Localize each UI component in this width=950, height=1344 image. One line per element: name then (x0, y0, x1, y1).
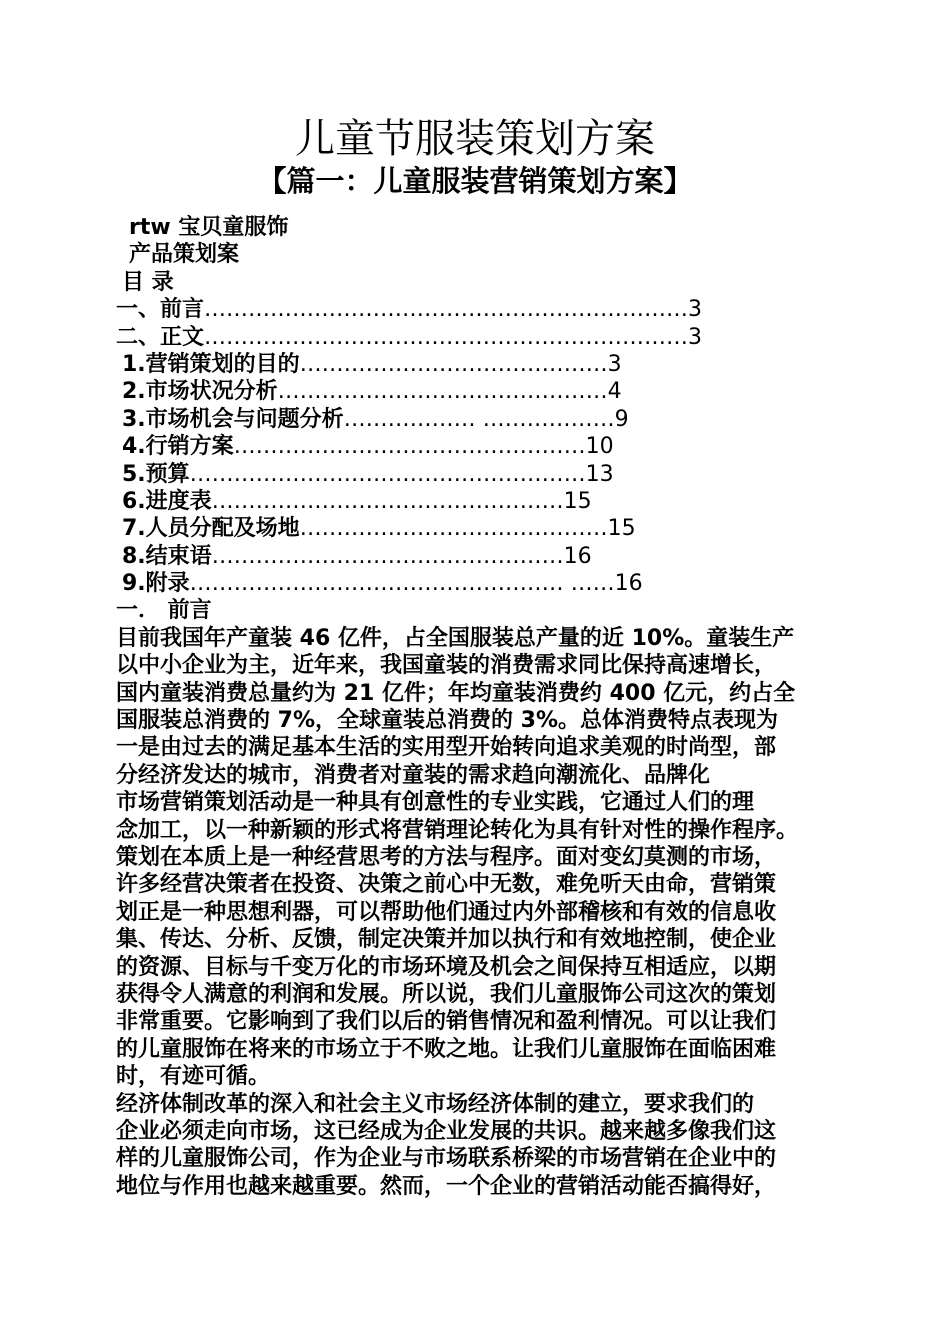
table-of-contents (116, 296, 846, 597)
toc-entry-page: 16 (563, 543, 592, 569)
toc-entry (116, 515, 846, 542)
toc-entry-page: 9 (614, 406, 629, 432)
paragraph-line: 时，有迹可循。 (116, 1064, 271, 1090)
toc-entry-page: 3 (688, 324, 703, 350)
toc-entry-label: 5.预算 (122, 461, 190, 487)
toc-entry-leader: …………………………………… (299, 351, 608, 377)
section-heading-preface: 一． 前言 (116, 598, 212, 624)
toc-entry (116, 461, 846, 488)
paragraph-line: 市场营销策划活动是一种具有创意性的专业实践，它通过人们的理 (116, 790, 755, 816)
toc-entry-label: 1.营销策划的目的 (122, 351, 300, 377)
toc-entry-leader: ………………………………………… (211, 543, 564, 569)
toc-entry-label: 2.市场状况分析 (122, 379, 278, 405)
toc-entry-leader: …………………………………… (299, 516, 608, 542)
toc-entry-label: 9.附录 (122, 571, 190, 597)
paragraph-line: 划正是一种思想利器，可以帮助他们通过内外部稽核和有效的信息收 (116, 899, 777, 925)
toc-entry-leader: ……………… ……………… (343, 406, 615, 432)
paragraph-line: 分经济发达的城市，消费者对童装的需求趋向潮流化、品牌化 (116, 762, 711, 788)
toc-entry (116, 406, 846, 433)
toc-entry-page: 4 (607, 379, 622, 405)
toc-entry-leader: ………………………………………… (233, 434, 586, 460)
toc-heading: 目 录 (122, 269, 174, 295)
paragraph-line: 目前我国年产童装 46 亿件，占全国服装总产量的近 10%。童装生产 (116, 625, 795, 651)
toc-entry-label: 4.行销方案 (122, 434, 234, 460)
toc-entry-leader: ………………………………………………………… (204, 297, 689, 323)
toc-entry-label: 3.市场机会与问题分析 (122, 406, 344, 432)
paragraph-line: 非常重要。它影响到了我们以后的销售情况和盈利情况。可以让我们 (116, 1009, 777, 1035)
paragraph-1 (116, 625, 846, 789)
paragraph-line: 集、传达、分析、反馈，制定决策并加以执行和有效地控制，使企业 (116, 927, 777, 953)
document-subtitle: 【篇一：儿童服装营销策划方案】 (257, 164, 693, 198)
toc-entry-leader: ………………………………………… (211, 488, 564, 514)
toc-entry-label: 一、前言 (116, 297, 205, 323)
paragraph-line: 样的儿童服饰公司，作为企业与市场联系桥梁的市场营销在企业中的 (116, 1146, 777, 1172)
paragraph-line: 一是由过去的满足基本生活的实用型开始转向追求美观的时尚型，部 (116, 735, 777, 761)
paragraph-line: 获得令人满意的利润和发展。所以说，我们儿童服饰公司这次的策划 (116, 981, 777, 1007)
doc-label: 产品策划案 (129, 242, 240, 268)
toc-entry-page: 10 (585, 434, 614, 460)
toc-entry-leader: …………………………………………… …… (189, 571, 615, 597)
paragraph-line: 企业必须走向市场，这已经成为企业发展的共识。越来越多像我们这 (116, 1118, 777, 1144)
brand-line: rtw 宝贝童服饰 (129, 215, 289, 240)
toc-entry (116, 296, 846, 323)
paragraph-line: 的资源、目标与千变万化的市场环境及机会之间保持互相适应，以期 (116, 954, 777, 980)
toc-entry-label: 二、正文 (116, 324, 205, 350)
paragraph-line: 经济体制改革的深入和社会主义市场经济体制的建立，要求我们的 (116, 1091, 755, 1117)
toc-entry (116, 378, 846, 405)
toc-entry-page: 16 (614, 571, 643, 597)
toc-entry-leader: ……………………………………………… (189, 461, 586, 487)
toc-entry (116, 543, 846, 570)
document-body (116, 214, 846, 1200)
toc-entry-page: 3 (688, 297, 703, 323)
paragraph-line: 念加工，以一种新颖的形式将营销理论转化为具有针对性的操作程序。 (116, 817, 799, 843)
toc-entry-label: 8.结束语 (122, 543, 212, 569)
paragraph-line: 国服装总消费的 7%，全球童装总消费的 3%。总体消费特点表现为 (116, 708, 779, 734)
toc-entry-page: 3 (607, 351, 622, 377)
toc-entry-leader: ………………………………………………………… (204, 324, 689, 350)
toc-entry-page: 15 (607, 516, 636, 542)
toc-entry-page: 15 (563, 488, 592, 514)
toc-entry (116, 433, 846, 460)
toc-entry (116, 488, 846, 515)
paragraph-line: 以中小企业为主，近年来，我国童装的消费需求同比保持高速增长， (116, 653, 777, 679)
paragraph-3 (116, 1091, 846, 1201)
paragraph-line: 国内童装消费总量约为 21 亿件；年均童装消费约 400 亿元，约占全 (116, 680, 796, 706)
paragraph-2 (116, 789, 846, 1090)
toc-entry-leader: ……………………………………… (277, 379, 608, 405)
toc-entry (116, 351, 846, 378)
toc-entry (116, 324, 846, 351)
toc-entry-label: 7.人员分配及场地 (122, 516, 300, 542)
toc-entry (116, 570, 846, 597)
paragraph-line: 策划在本质上是一种经营思考的方法与程序。面对变幻莫测的市场， (116, 844, 777, 870)
toc-entry-page: 13 (585, 461, 614, 487)
paragraph-line: 的儿童服饰在将来的市场立于不败之地。让我们儿童服饰在面临困难 (116, 1036, 777, 1062)
document-title: 儿童节服装策划方案 (295, 116, 655, 162)
toc-entry-label: 6.进度表 (122, 488, 212, 514)
paragraph-line: 地位与作用也越来越重要。然而，一个企业的营销活动能否搞得好， (116, 1173, 777, 1199)
paragraph-line: 许多经营决策者在投资、决策之前心中无数，难免听天由命，营销策 (116, 872, 777, 898)
